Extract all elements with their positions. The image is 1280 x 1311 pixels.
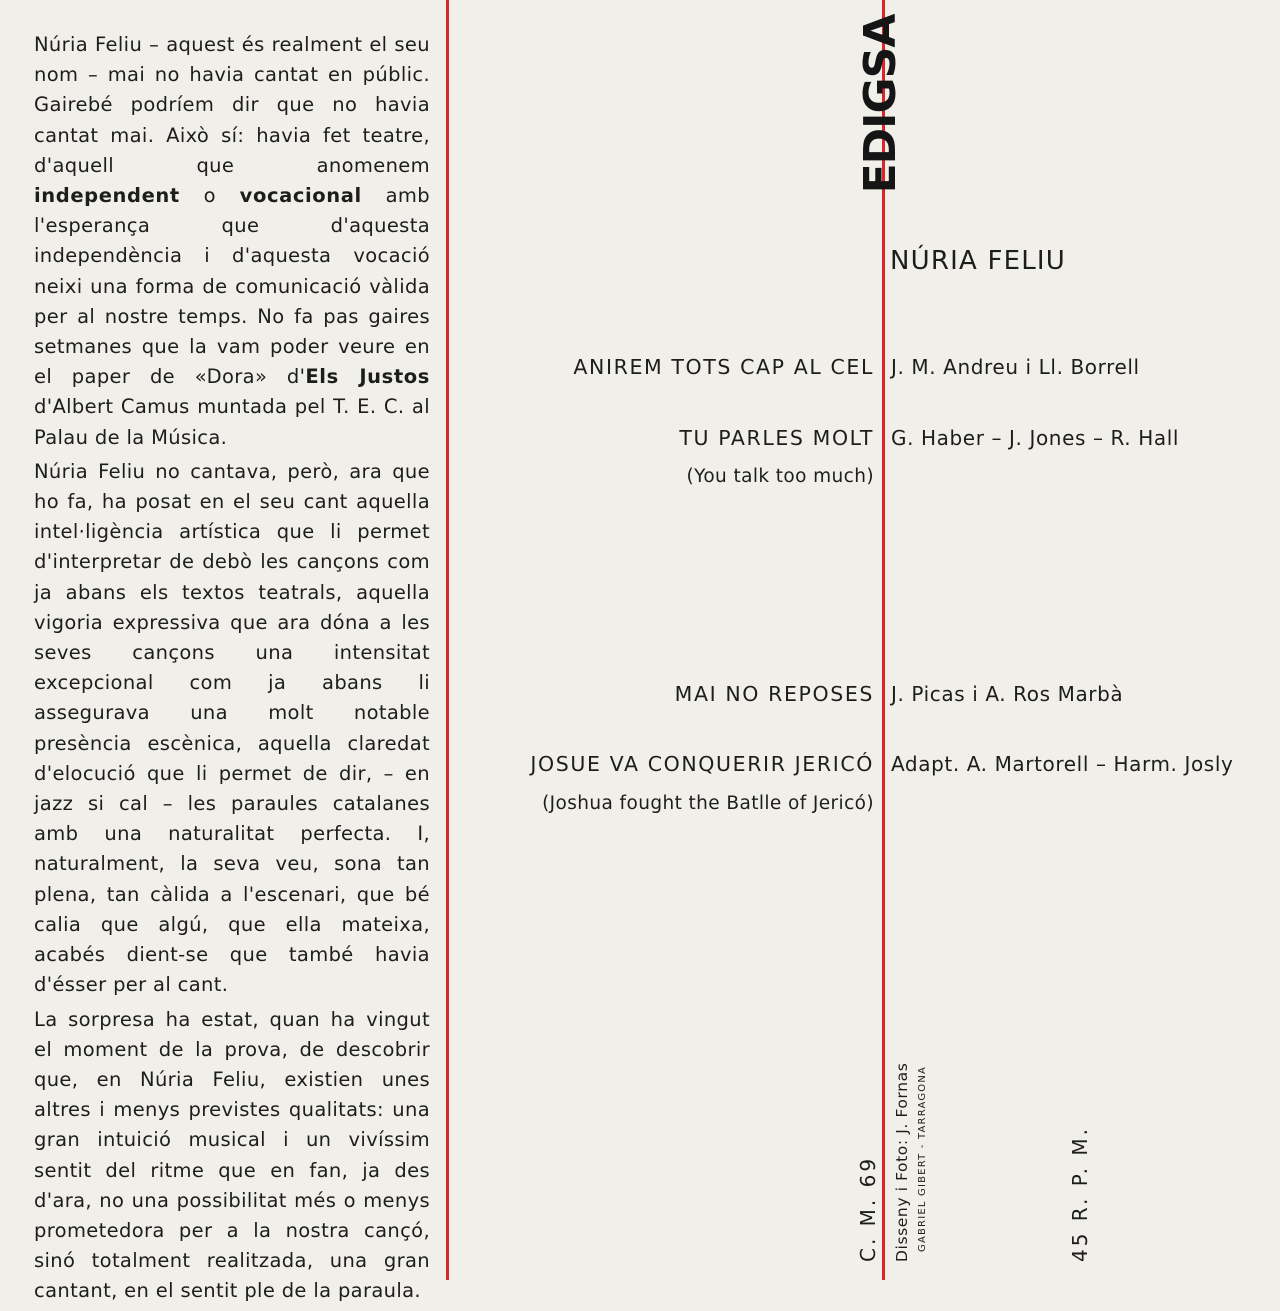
notes-text: o — [179, 184, 240, 208]
track-credit: Adapt. A. Martorell – Harm. Josly — [891, 752, 1234, 776]
notes-bold-term: Els Justos — [305, 365, 430, 389]
notes-paragraph-1 — [34, 30, 430, 453]
liner-notes — [34, 30, 430, 1311]
red-rule-left — [446, 0, 449, 1280]
catalog-number: C. M. 69 — [856, 1155, 880, 1262]
playback-speed: 45 R. P. M. — [1068, 1126, 1092, 1262]
track-credit: G. Haber – J. Jones – R. Hall — [891, 426, 1180, 450]
track-subtitle: (You talk too much) — [686, 466, 874, 487]
notes-paragraph-2: Núria Feliu no cantava, però, ara que ho fa, ha posat en el seu cant aquella intel·ligència artística que li permet d'interpretar de debò les cançons com ja abans els textos teatrals, aquella vigoria expressiva que ara dóna a les seves cançons una intensitat excepcional com ja abans li assegurava una molt notable presència escènica, aquella claredat d'elocució que li permet de dir, – en jazz si cal – les paraules catalanes amb una naturalitat perfecta. I, naturalment, la seva veu, sona tan plena, tan càlida a l'escenari, que bé calia que algú, que ella mateixa, acabés dient-se que també havia d'ésser per al cant. — [34, 459, 430, 997]
notes-paragraph-3: La sorpresa ha estat, quan ha vingut el moment de la prova, de descobrir que, en Núria Feliu, existien unes altres i menys previstes qualitats: una gran intuició musical i un vivíssim sentit del ritme que en fan, ja des d'ara, no una possibilitat més o menys prometedora per a la nostra cançó, sinó totalment realitzada, una gran cantant, en el sentit ple de la paraula. — [34, 1007, 430, 1303]
track-title: ANIREM TOTS CAP AL CEL — [573, 355, 874, 379]
artist-name: NÚRIA FELIU — [890, 246, 1067, 276]
track-subtitle: (Joshua fought the Batlle of Jericó) — [542, 793, 874, 814]
track-credit: J. Picas i A. Ros Marbà — [891, 682, 1124, 706]
track-credit: J. M. Andreu i Ll. Borrell — [891, 355, 1140, 379]
notes-text: amb l'esperança que d'aquesta independència i d'aquesta vocació neixi una forma de comunicació vàlida per al nostre temps. No fa pas gaires setmanes que la vam poder veure en el paper de «Dora» d' — [34, 184, 430, 389]
notes-text: Núria Feliu – aquest és realment el seu nom – mai no havia cantat en públic. Gairebé podríem dir que no havia cantat mai. Això sí: havia fet teatre, d'aquell que anomenem — [34, 33, 430, 177]
design-credit: Disseny i Foto: J. Fornas — [893, 1062, 911, 1262]
label-logo: EDIGSA — [854, 14, 906, 194]
notes-bold-term: vocacional — [239, 184, 362, 208]
track-title: MAI NO REPOSES — [674, 682, 874, 706]
track-title: JOSUE VA CONQUERIR JERICÓ — [530, 752, 874, 776]
notes-text: d'Albert Camus muntada pel T. E. C. al Palau de la Música. — [34, 395, 430, 449]
printer-credit: GABRIEL GIBERT - TARRAGONA — [917, 1065, 928, 1252]
track-title: TU PARLES MOLT — [679, 426, 874, 450]
notes-bold-term: independent — [34, 184, 180, 208]
